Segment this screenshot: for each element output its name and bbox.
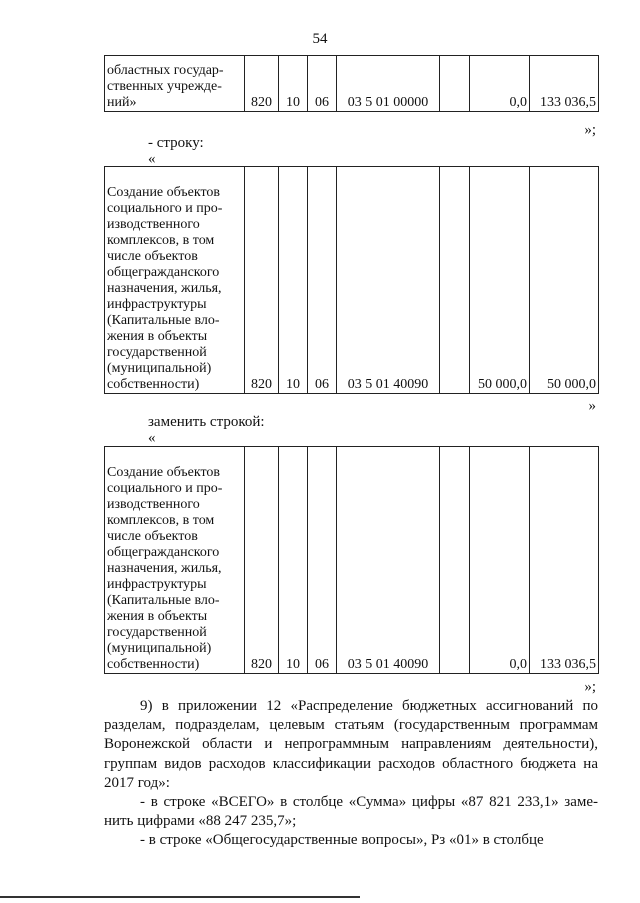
rz-cell: 10 [279,447,308,674]
page-edge-line [0,896,360,898]
sum-new-cell: 133 036,5 [530,56,599,112]
pr-cell: 06 [308,447,337,674]
stroku-label: - строку: [148,135,204,151]
table-row [105,56,599,112]
sum-old-cell: 0,0 [470,447,530,674]
quote-close-1: »; [584,122,596,138]
bullet-general-issues: - в строке «Общегосударственные вопросы», Рз «01» в столбце [140,832,544,849]
quote-open-2: « [148,430,156,446]
vr-cell [440,167,470,394]
budget-table-old-row [104,166,599,394]
budget-table-continued [104,55,599,112]
budget-table-new-row [104,446,599,674]
vr-cell [440,56,470,112]
sum-old-cell: 0,0 [470,56,530,112]
quote-close-3: »; [584,679,596,695]
quote-close-2: » [588,398,596,414]
replace-label: заменить строкой: [148,414,265,430]
csr-cell: 03 5 01 40090 [337,167,440,394]
pr-cell: 06 [308,56,337,112]
sum-new-cell: 133 036,5 [530,447,599,674]
page-number: 54 [312,31,328,47]
sum-new-cell: 50 000,0 [530,167,599,394]
glav-cell: 820 [245,167,279,394]
vr-cell [440,447,470,674]
row-name-cell: Создание объектов социального и про-изводственного комплексов, в том числе объектов общегражданского назначения, жилья, инфраструктуры (Капитальные вло-жения в объекты государственной (муниципальной) собственности) [105,167,245,394]
rz-cell: 10 [279,56,308,112]
amendment-text [104,697,598,851]
paragraph-9: 9) в приложении 12 «Распределение бюджетных ассигнований по разделам, подразделам, целевым статьям (государственным программам Воронежской области и непрограммным направлениям деятельности), группам видов расходов классификации расходов областного бюджета на 2017 год»: [104,698,598,791]
pr-cell: 06 [308,167,337,394]
sum-old-cell: 50 000,0 [470,167,530,394]
quote-open-1: « [148,151,156,167]
glav-cell: 820 [245,447,279,674]
row-name-cell: Создание объектов социального и про-изводственного комплексов, в том числе объектов общегражданского назначения, жилья, инфраструктуры (Капитальные вло-жения в объекты государственной (муниципальной) собственности) [105,447,245,674]
bullet-total: - в строке «ВСЕГО» в столбце «Сумма» цифры «87 821 233,1» заме-нить цифрами «88 247 235,7»; [104,794,598,830]
table-row [105,447,599,674]
table-row [105,167,599,394]
csr-cell: 03 5 01 40090 [337,447,440,674]
row-name-cell: областных государ-ственных учрежде-ний» [105,56,245,112]
glav-cell: 820 [245,56,279,112]
rz-cell: 10 [279,167,308,394]
csr-cell: 03 5 01 00000 [337,56,440,112]
